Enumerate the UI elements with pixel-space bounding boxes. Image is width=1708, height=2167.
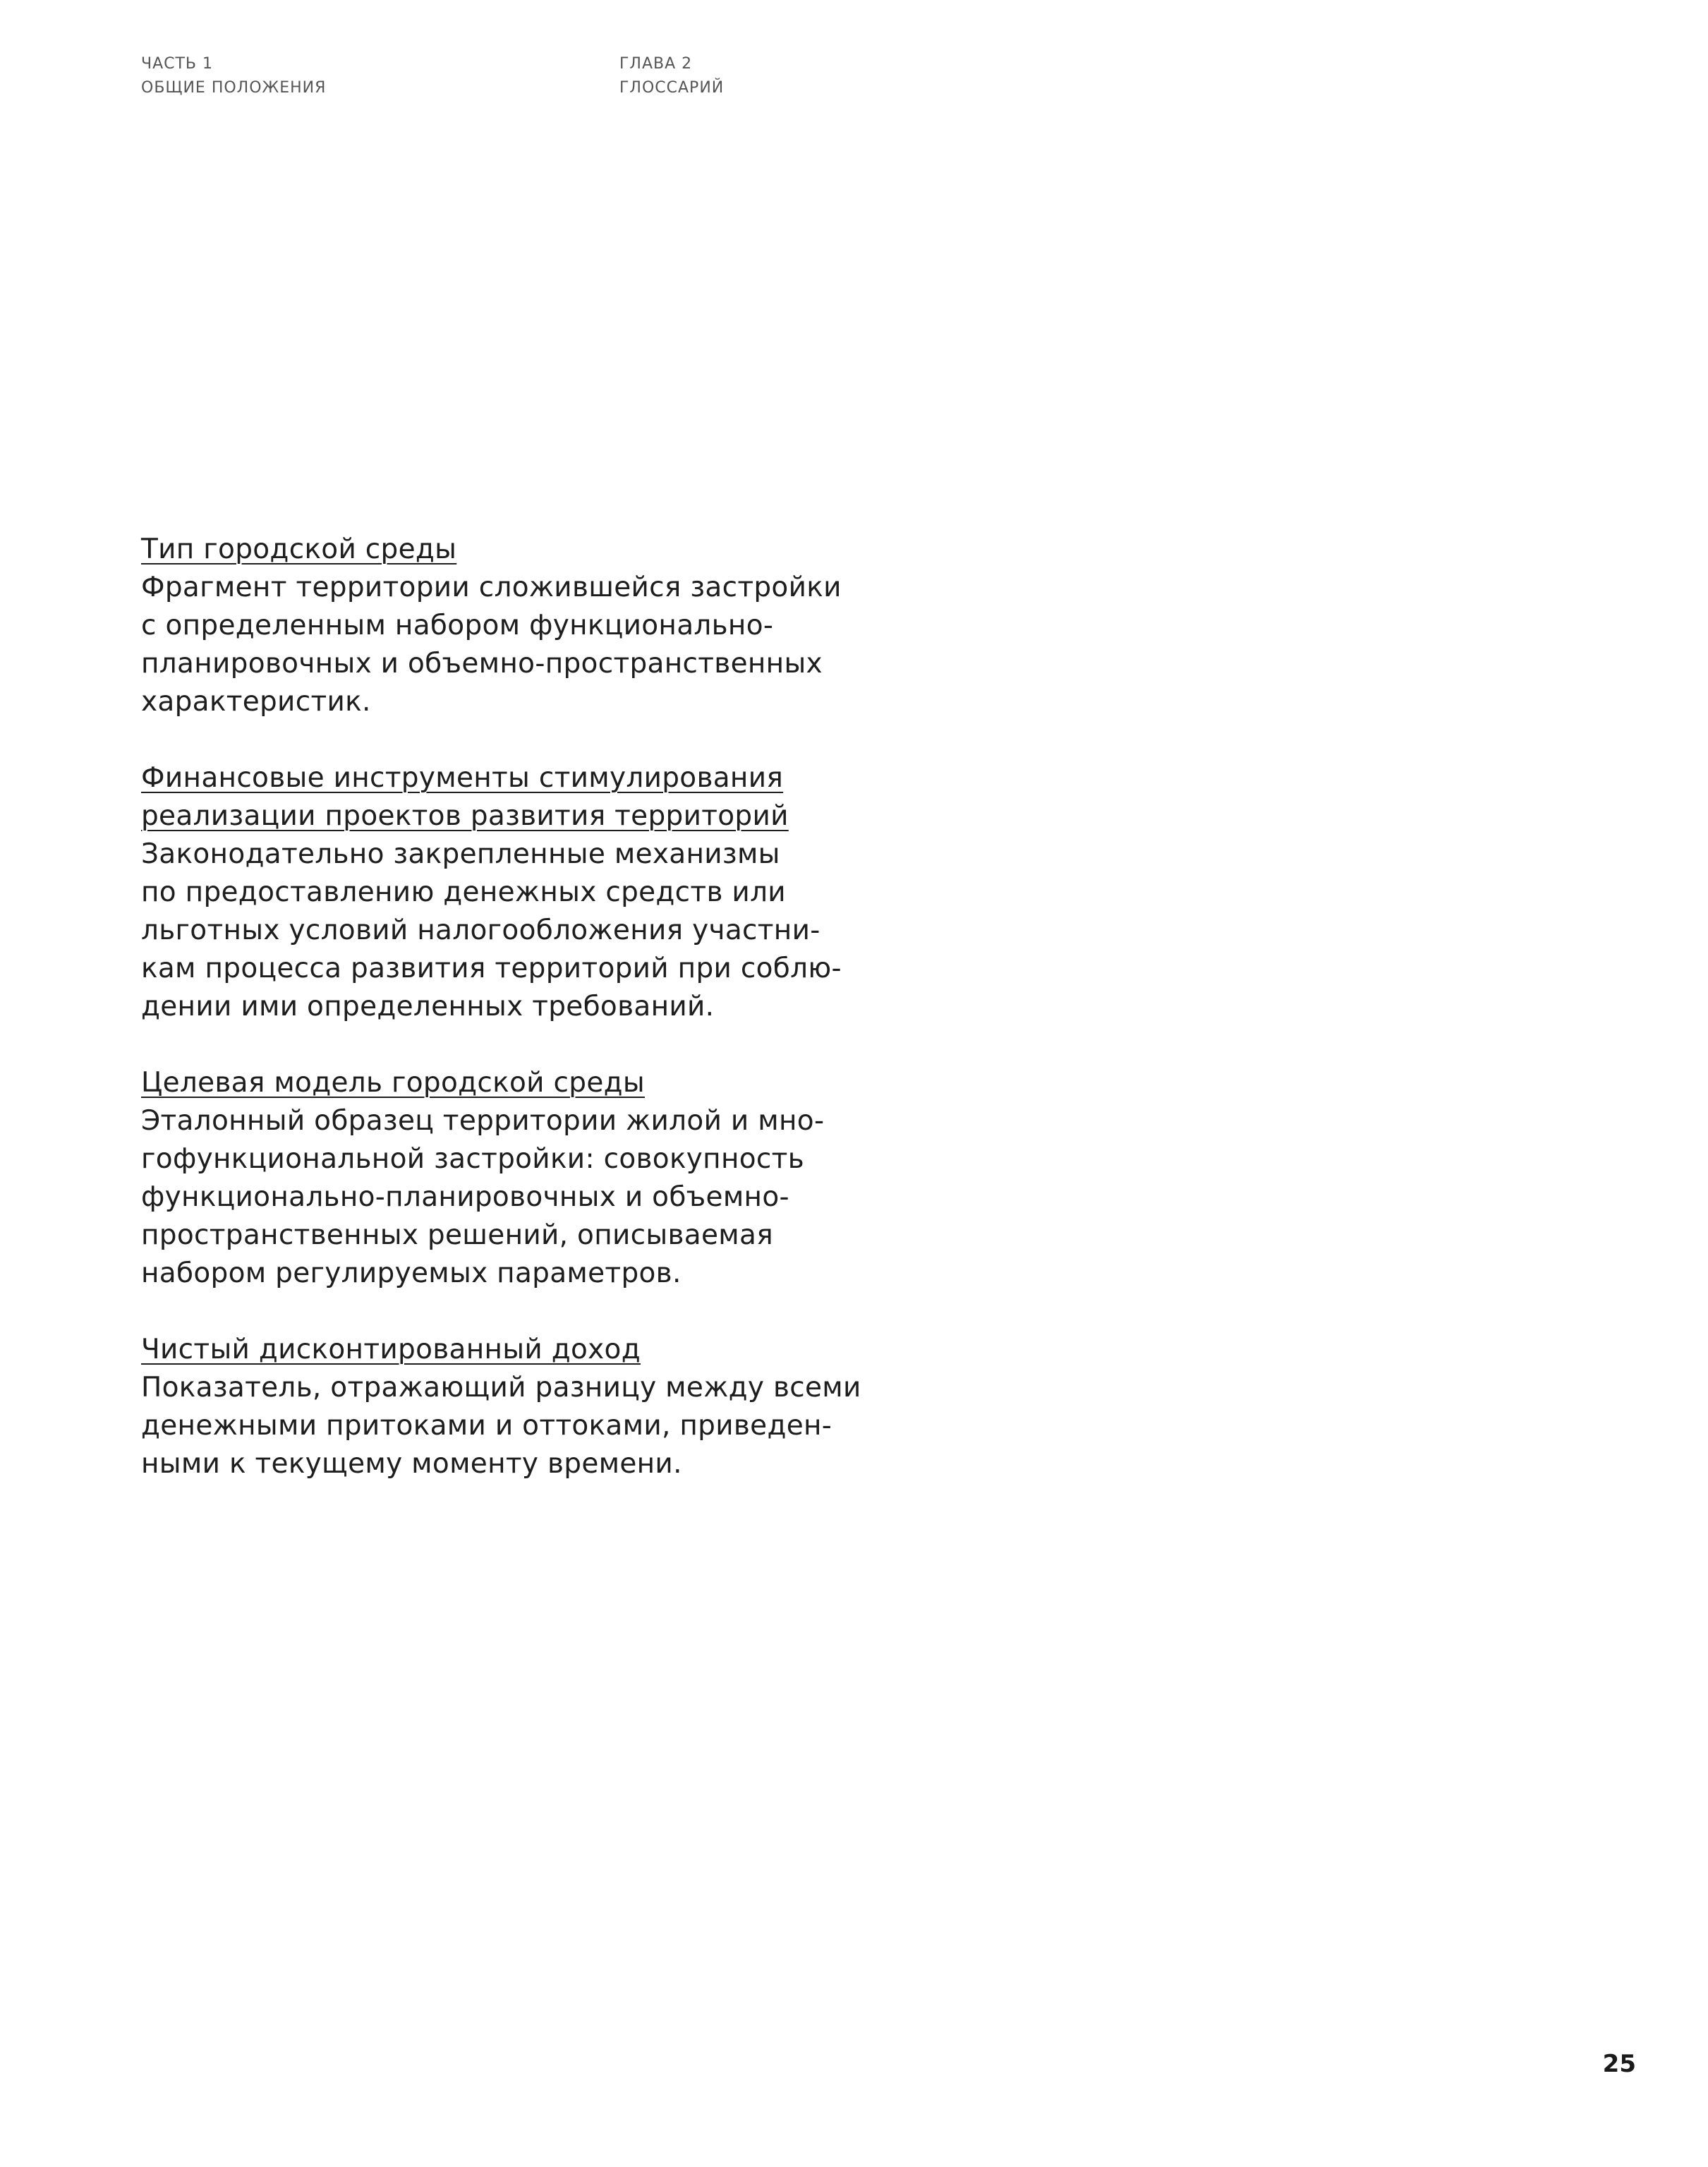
term-line: Чистый дисконтированный доход <box>141 1334 641 1365</box>
running-header-chapter <box>619 52 724 100</box>
glossary-term <box>141 1064 847 1102</box>
definition-line: набором регулируемых параметров. <box>141 1257 682 1289</box>
glossary-definition <box>141 1369 861 1483</box>
glossary-definition <box>141 569 847 721</box>
glossary-entry <box>141 1331 861 1483</box>
definition-line: кам процесса развития территорий при соблю- <box>141 953 842 984</box>
glossary-definition <box>141 1102 847 1293</box>
glossary-term <box>141 1331 847 1369</box>
definition-line: Показатель, отражающий разницу между всеми <box>141 1372 861 1404</box>
running-header-part <box>141 52 326 100</box>
definition-line: планировочных и объемно-пространственных <box>141 648 823 680</box>
glossary-list <box>141 531 861 1521</box>
definition-line: ными к текущему моменту времени. <box>141 1448 682 1480</box>
glossary-definition <box>141 835 847 1026</box>
definition-line: денежными притоками и оттоками, приведен- <box>141 1410 832 1442</box>
glossary-entry <box>141 1064 847 1293</box>
definition-line: Фрагмент территории сложившейся застройки <box>141 572 842 603</box>
term-line: Финансовые инструменты стимулирования <box>141 762 784 794</box>
definition-line: с определенным набором функционально- <box>141 610 774 641</box>
definition-line: характеристик. <box>141 686 371 718</box>
chapter-number: ГЛАВА 2 <box>619 55 693 73</box>
part-title: ОБЩИЕ ПОЛОЖЕНИЯ <box>141 79 327 97</box>
definition-line: пространственных решений, описываемая <box>141 1219 773 1251</box>
definition-line: Эталонный образец территории жилой и мно- <box>141 1105 825 1137</box>
term-line: Целевая модель городской среды <box>141 1067 645 1099</box>
definition-line: функционально-планировочных и объемно- <box>141 1181 789 1213</box>
definition-line: гофункциональной застройки: совокупность <box>141 1143 804 1175</box>
glossary-entry <box>141 531 847 721</box>
term-line: реализации проектов развития территорий <box>141 800 789 832</box>
definition-line: дении ими определенных требований. <box>141 991 715 1022</box>
glossary-term <box>141 531 847 569</box>
chapter-title: ГЛОССАРИЙ <box>619 79 725 97</box>
glossary-entry <box>141 759 847 1026</box>
definition-line: по предоставлению денежных средств или <box>141 876 786 908</box>
term-line: Тип городской среды <box>141 533 457 565</box>
definition-line: Законодательно закрепленные механизмы <box>141 838 780 870</box>
definition-line: льготных условий налогообложения участни- <box>141 915 820 946</box>
glossary-term <box>141 759 847 835</box>
part-number: ЧАСТЬ 1 <box>141 55 214 73</box>
page-number: 25 <box>1602 2050 1636 2078</box>
